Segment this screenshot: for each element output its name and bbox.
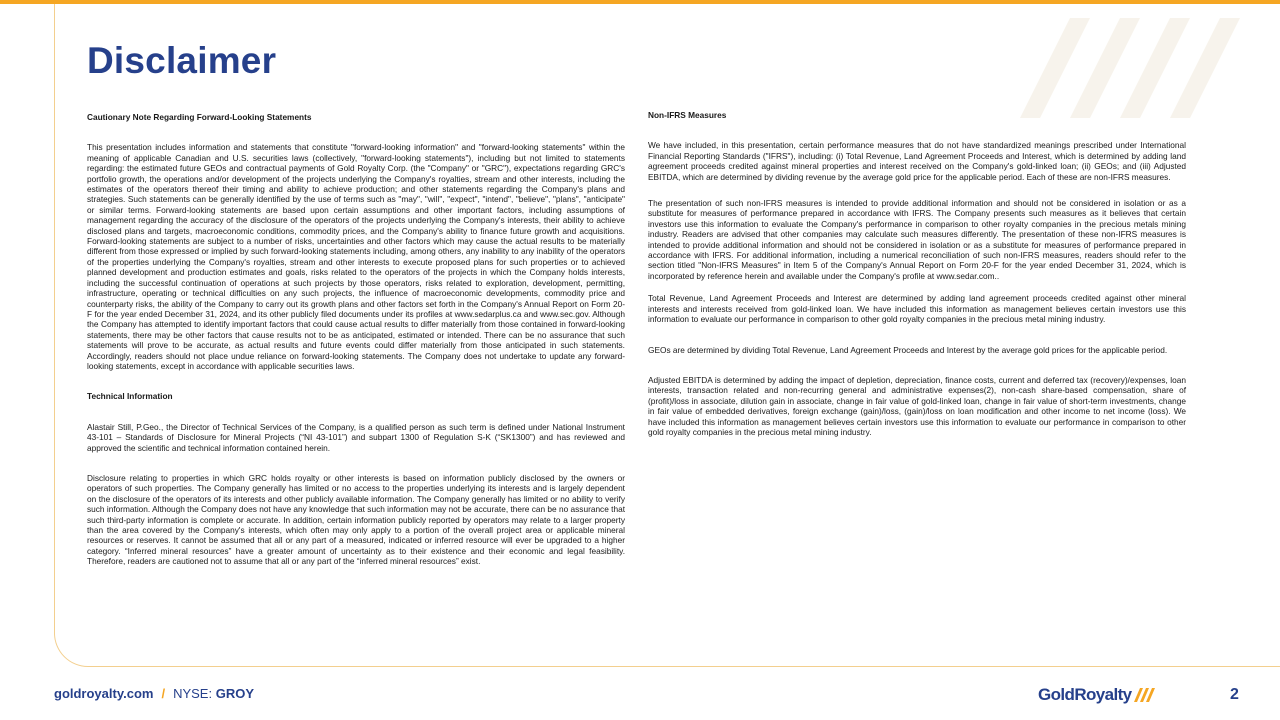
page-number: 2 xyxy=(1230,686,1239,703)
non-ifrs-paragraph-1: We have included, in this presentation, certain performance measures that do not have standardized meanings prescribed under International Financial Reporting Standards ("IFRS"), including: (i) Total Revenue, Land Agreement Proceeds and Interest, which is determined by adding land agreement proceeds credited against mineral properties and interest received on the Company's gold-linked loan; (ii) GEOs; and (iii) Adjusted EBITDA, which are determined by dividing revenue by the average gold price for the applicable period. Each of these are non-IFRS measures. xyxy=(648,140,1186,182)
website-link[interactable]: goldroyalty.com xyxy=(54,686,154,701)
ticker-symbol: GROY xyxy=(215,686,255,701)
non-ifrs-heading: Non-IFRS Measures xyxy=(648,110,727,120)
footer-separator: / xyxy=(161,686,166,701)
logo-text: GoldRoyalty xyxy=(1038,685,1132,704)
technical-information-heading: Technical Information xyxy=(87,391,173,402)
qualified-person-paragraph: Alastair Still, P.Geo., the Director of Technical Services of the Company, is a qualified person as such term is defined under National Instrument 43-101 – Standards of Disclosure for Mineral Projects (“NI 43-101”) and subpart 1300 of Regulation S-K (“SK1300”) and has reviewed and approved the scientific and technical information contained herein. xyxy=(87,421,625,453)
forward-looking-heading: Cautionary Note Regarding Forward-Looking Statements xyxy=(87,112,312,122)
forward-looking-paragraph: This presentation includes information and statements that constitute "forward-looking information" and "forward-looking statements" within the meaning of applicable Canadian and U.S. securities laws (collectively, "forward-looking statements"), including but not limited to statements regarding: the estimated future GEOs and contractual payments of Gold Royalty Corp. (the "Company" or "GRC"), expectations regarding GRC's portfolio growth, the operations and/or development of the projects underlying the Company's royalties, stream and other interests, including the estimates of the operators thereof their timing and ability to achieve production; and other statements regarding the Company's plans and strategies. Such statements can be generally identified by the use of terms such as "may", "will", "expect", "intend", "believe", "plans", "anticipate" or similar terms. Forward-looking statements are based upon certain assumptions and other important factors, including assumptions of management regarding the accuracy of the disclosure of the operators of the projects underlying the Company's interests, their ability to achieve disclosed plans and targets, macroeconomic conditions, commodity prices, and the Company's ability to finance future growth and acquisitions. Forward-looking statements are subject to a number of risks, uncertainties and other factors which may cause the actual results to be materially different from those expressed or implied by such forward-looking statements including, among others, any inability to any inability of the operators of the properties underlying the Company's royalties, stream and other interests to execute proposed plans for such properties or to achieved planned development and production estimates and goals, risks related to the operators of the projects in which the Company holds interests, including the successful continuation of operations at such projects by those operators, risks related to exploration, development, permitting, infrastructure, operating or technical difficulties on any such projects, the influence of macroeconomic developments, commodity price and counterparty risks, the ability of the Company to carry out its growth plans and other factors set forth in the Company's Annual Report on Form 20-F for the year ended December 31, 2024, and its other publicly filed documents under its profiles at www.sedarplus.ca and www.sec.gov. Although the Company has attempted to identify important factors that could cause actual results to differ materially from those contained in forward-looking statements, there may be other factors that cause results not to be as anticipated, estimated or intended. There can be no assurance that such statements will prove to be accurate, as actual results and future events could differ materially from those anticipated in such statements. Accordingly, readers should not place undue reliance on forward-looking statements. The Company does not undertake to update any forward-looking statements, except in accordance with applicable securities laws. xyxy=(87,142,625,371)
property-disclosure-paragraph: Disclosure relating to properties in which GRC holds royalty or other interests is based on information publicly disclosed by the owners or operators of such properties. The Company generally has limited or no access to the properties underlying its interests and is largely dependent on the disclosure of the operators of its interests and other publicly available information. The Company generally has limited or no ability to verify such information. Although the Company does not have any knowledge that such information may not be accurate, there can be no assurance that such third-party information is complete or accurate. In addition, certain information publicly reported by operators may relate to a larger property than the area covered by the Company's interests, which often may only apply to a portion of the overall project area or applicable mineral resources or reserves. It cannot be assumed that all or any part of a measured, indicated or inferred resource will ever be upgraded to a higher category. “Inferred mineral resources” have a greater amount of uncertainty as to their existence and their economic and legal feasibility. Therefore, readers are cautioned not to assume that all or any part of the “inferred mineral resources” exist. xyxy=(87,472,625,567)
left-column xyxy=(87,112,625,579)
gold-royalty-logo xyxy=(1038,685,1158,705)
footer-site xyxy=(54,686,254,701)
page-title: Disclaimer xyxy=(87,40,277,81)
total-revenue-paragraph: Total Revenue, Land Agreement Proceeds and Interest are determined by adding land agreement proceeds credited against other mineral interests and interests received from gold-linked loan. We have included this information as management believes certain investors use this information to evaluate our performance in comparison to other gold royalty companies in the precious metal mining industry. xyxy=(648,293,1186,325)
non-ifrs-paragraph-2: The presentation of such non-IFRS measures is intended to provide additional information and should not be considered in isolation or as a substitute for measures of performance prepared in accordance with IFRS. The Company presents such measures as it believes that certain investors use this information to evaluate the Company's performance in comparison to other royalty companies in the precious metals mining industry. Readers are advised that other companies may calculate such measures differently. The presentation of these non-IFRS measures is intended to provide additional information and should not be considered in isolation or as a substitute for measures of performance prepared in accordance with IFRS. For additional information, including a numerical reconciliation of such non-IFRS measures, readers should refer to the section titled "Non-IFRS Measures" in Item 5 of the Company's Annual Report on Form 20-F for the year ended December 31, 2024, which is incorporated by reference herein and available under the Company's profile at www.sedar.com.. xyxy=(648,198,1186,281)
geos-paragraph: GEOs are determined by dividing Total Revenue, Land Agreement Proceeds and Interest by the average gold prices for the applicable period. xyxy=(648,344,1168,355)
adjusted-ebitda-paragraph: Adjusted EBITDA is determined by adding the impact of depletion, depreciation, finance costs, current and deferred tax (recovery)/expenses, loan interests, transaction related and non-recurring general and administrative expenses(2), non-cash share-based compensation, share of (profit)/loss in associate, dilution gain in associate, change in fair value of gold-linked loan, change in fair value of short-term investments, change in fair value of embedded derivatives, foreign exchange (gain)/loss, (gain)/loss on loan modification and other income to net income (loss). We have included this information as management believes certain investors use this information to evaluate our performance in comparison to other gold royalty companies in the precious metal mining industry. xyxy=(648,374,1186,437)
exchange-label: NYSE: xyxy=(173,686,213,701)
right-column xyxy=(648,110,1186,449)
logo-stripes-icon xyxy=(1134,688,1158,702)
